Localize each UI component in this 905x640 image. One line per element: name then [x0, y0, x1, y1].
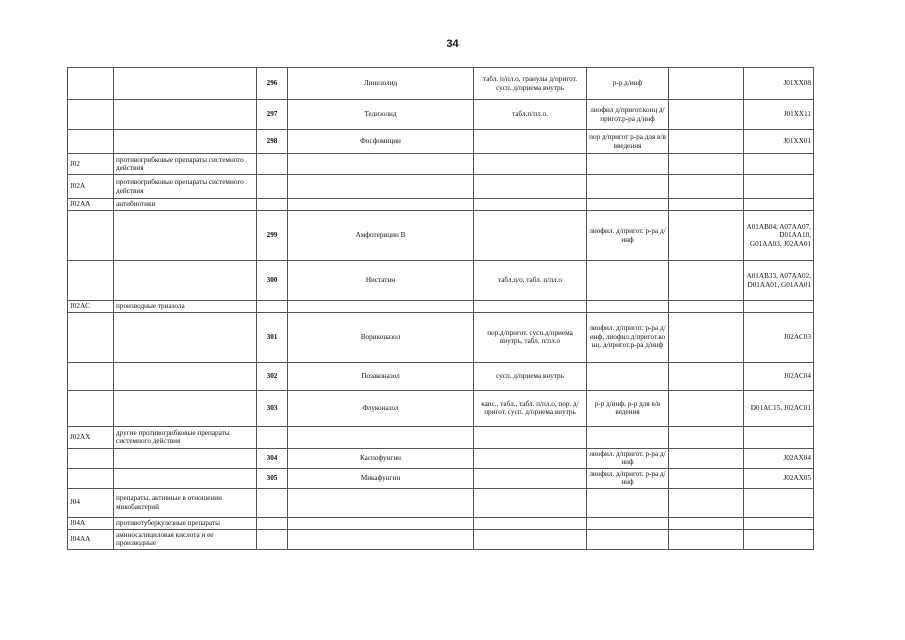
dosage-form-parenteral: р-р д/инф, р-р для в/в ведения: [587, 390, 669, 426]
group-code: J04A: [68, 517, 114, 529]
row-number: [257, 488, 288, 517]
empty-cell: [669, 312, 744, 362]
atc-code: J02AX05: [744, 468, 814, 488]
dosage-form: [474, 154, 587, 175]
group-name: [114, 130, 257, 154]
table-row-drug: [68, 448, 814, 468]
group-name: [114, 211, 257, 261]
drug-name: Линезолид: [288, 68, 474, 100]
group-name: [114, 100, 257, 130]
drug-name: Нистатин: [288, 261, 474, 301]
atc-code: [744, 426, 814, 448]
empty-cell: [669, 261, 744, 301]
group-code: [68, 130, 114, 154]
dosage-form: [474, 488, 587, 517]
table-row-drug: [68, 362, 814, 390]
atc-code: J02AC03: [744, 312, 814, 362]
row-number: 297: [257, 100, 288, 130]
dosage-form: [474, 175, 587, 199]
table-row-drug: [68, 468, 814, 488]
dosage-form: [474, 529, 587, 549]
dosage-form: капс., табл., табл. п/пл.о, пор. д/пригот. сусп. д/приема внутрь: [474, 390, 587, 426]
row-number: [257, 154, 288, 175]
table-row-drug: [68, 130, 814, 154]
group-code: J02A: [68, 175, 114, 199]
dosage-form: [474, 301, 587, 313]
dosage-form-parenteral: лиофил. д/пригот. р-ра д/инф: [587, 468, 669, 488]
atc-code: J01XX08: [744, 68, 814, 100]
atc-code: J02AC04: [744, 362, 814, 390]
empty-cell: [669, 468, 744, 488]
table-row-group: [68, 301, 814, 313]
empty-cell: [669, 517, 744, 529]
drug-name: Тедизолид: [288, 100, 474, 130]
table-row-drug: [68, 68, 814, 100]
group-code: J02AC: [68, 301, 114, 313]
atc-code: [744, 175, 814, 199]
dosage-form: [474, 211, 587, 261]
dosage-form-parenteral: лиофил д/пригот.конц д/пригот.р-ра д/инф: [587, 100, 669, 130]
drug-name: Фосфомицин: [288, 130, 474, 154]
table-row-group: [68, 517, 814, 529]
atc-code: J01XX01: [744, 130, 814, 154]
group-code: J04: [68, 488, 114, 517]
group-code: [68, 390, 114, 426]
group-name: [114, 312, 257, 362]
dosage-form-parenteral: [587, 517, 669, 529]
drug-name: [288, 426, 474, 448]
group-code: J02: [68, 154, 114, 175]
dosage-form: сусп. д/приема внутрь: [474, 362, 587, 390]
atc-code: D01AC15, J02AC01: [744, 390, 814, 426]
row-number: 296: [257, 68, 288, 100]
dosage-form-parenteral: лиофил. д/пригот. р-ра д/инф: [587, 448, 669, 468]
atc-code: [744, 529, 814, 549]
table-row-drug: [68, 211, 814, 261]
group-name: [114, 390, 257, 426]
group-name: [114, 362, 257, 390]
empty-cell: [669, 68, 744, 100]
group-name: [114, 448, 257, 468]
row-number: 299: [257, 211, 288, 261]
table-row-drug: [68, 390, 814, 426]
table-row-drug: [68, 100, 814, 130]
drug-name: Амфотерицин В: [288, 211, 474, 261]
dosage-form: пор.д/пригот. сусп.д/приема внутрь, табл. п/пл.о: [474, 312, 587, 362]
row-number: 303: [257, 390, 288, 426]
atc-code: J01XX11: [744, 100, 814, 130]
table-row-group: [68, 426, 814, 448]
atc-code: [744, 488, 814, 517]
group-code: [68, 468, 114, 488]
empty-cell: [669, 488, 744, 517]
group-code: [68, 100, 114, 130]
dosage-form-parenteral: [587, 261, 669, 301]
atc-code: [744, 154, 814, 175]
row-number: 300: [257, 261, 288, 301]
table-row-drug: [68, 261, 814, 301]
row-number: 301: [257, 312, 288, 362]
drug-name: [288, 301, 474, 313]
group-name: противогрибковые препараты системного действия: [114, 154, 257, 175]
group-name: [114, 68, 257, 100]
drug-name: [288, 175, 474, 199]
row-number: [257, 199, 288, 211]
empty-cell: [669, 199, 744, 211]
empty-cell: [669, 362, 744, 390]
drug-name: [288, 529, 474, 549]
drug-name: [288, 154, 474, 175]
group-code: J04AA: [68, 529, 114, 549]
row-number: 304: [257, 448, 288, 468]
dosage-form-parenteral: [587, 488, 669, 517]
drug-table: [67, 67, 814, 550]
group-code: [68, 261, 114, 301]
drug-name: [288, 199, 474, 211]
group-code: [68, 68, 114, 100]
atc-code: J02AX04: [744, 448, 814, 468]
group-name: [114, 261, 257, 301]
empty-cell: [669, 529, 744, 549]
group-name: производные триазола: [114, 301, 257, 313]
drug-name: Каспофунгин: [288, 448, 474, 468]
dosage-form-parenteral: [587, 175, 669, 199]
empty-cell: [669, 390, 744, 426]
drug-name: [288, 517, 474, 529]
empty-cell: [669, 130, 744, 154]
table-row-drug: [68, 312, 814, 362]
empty-cell: [669, 426, 744, 448]
atc-code: [744, 517, 814, 529]
row-number: [257, 175, 288, 199]
dosage-form: [474, 468, 587, 488]
row-number: [257, 517, 288, 529]
atc-code: A01AB33, A07AA02, D01AA01, G01AA01: [744, 261, 814, 301]
table-row-group: [68, 488, 814, 517]
dosage-form: табл.п/пл.о.: [474, 100, 587, 130]
group-name: противотуберкулезные препараты: [114, 517, 257, 529]
dosage-form: табл. п/пл.о, гранулы д/пригот. сусп. д/приема внутрь: [474, 68, 587, 100]
drug-name: Микафунгин: [288, 468, 474, 488]
row-number: [257, 426, 288, 448]
dosage-form-parenteral: [587, 426, 669, 448]
table-row-group: [68, 199, 814, 211]
atc-code: [744, 199, 814, 211]
group-name: противогрибковые препараты системного действия: [114, 175, 257, 199]
group-code: [68, 312, 114, 362]
dosage-form-parenteral: пор д/пригот р-ра для в/в введения: [587, 130, 669, 154]
dosage-form: [474, 199, 587, 211]
atc-code: A01AB04, A07AA07, D01AA10, G01AA03, J02AA01: [744, 211, 814, 261]
row-number: [257, 301, 288, 313]
group-code: [68, 211, 114, 261]
table-row-group: [68, 529, 814, 549]
row-number: [257, 529, 288, 549]
dosage-form: [474, 448, 587, 468]
group-name: [114, 468, 257, 488]
drug-name: Вориконазол: [288, 312, 474, 362]
dosage-form-parenteral: [587, 154, 669, 175]
group-name: аминосалициловая кислота и ее производные: [114, 529, 257, 549]
page-number: 34: [446, 38, 459, 50]
group-code: [68, 362, 114, 390]
dosage-form-parenteral: лиофил. д/пригот. р-ра д/инф: [587, 211, 669, 261]
table-row-group: [68, 154, 814, 175]
empty-cell: [669, 301, 744, 313]
dosage-form-parenteral: [587, 199, 669, 211]
empty-cell: [669, 100, 744, 130]
dosage-form-parenteral: [587, 529, 669, 549]
group-name: другие противогрибковые препараты системного действия: [114, 426, 257, 448]
empty-cell: [669, 211, 744, 261]
dosage-form: табл.п/о, табл. п/пл.о: [474, 261, 587, 301]
empty-cell: [669, 175, 744, 199]
group-code: J02AA: [68, 199, 114, 211]
dosage-form-parenteral: [587, 362, 669, 390]
dosage-form-parenteral: лиофил. д/пригот. р-ра д/инф, лиофил.д/пригот.ко нц. д/пригот.р-ра д/инф: [587, 312, 669, 362]
row-number: 305: [257, 468, 288, 488]
empty-cell: [669, 154, 744, 175]
atc-code: [744, 301, 814, 313]
drug-name: [288, 488, 474, 517]
drug-name: Позаконазол: [288, 362, 474, 390]
dosage-form: [474, 130, 587, 154]
dosage-form-parenteral: р-р д/инф: [587, 68, 669, 100]
row-number: 302: [257, 362, 288, 390]
group-name: антибиотики: [114, 199, 257, 211]
empty-cell: [669, 448, 744, 468]
dosage-form: [474, 517, 587, 529]
table-row-group: [68, 175, 814, 199]
table-body: [68, 68, 814, 550]
dosage-form: [474, 426, 587, 448]
group-code: [68, 448, 114, 468]
dosage-form-parenteral: [587, 301, 669, 313]
group-code: J02AX: [68, 426, 114, 448]
drug-name: Флуконазол: [288, 390, 474, 426]
row-number: 298: [257, 130, 288, 154]
group-name: препараты, активные в отношении микобактерий: [114, 488, 257, 517]
